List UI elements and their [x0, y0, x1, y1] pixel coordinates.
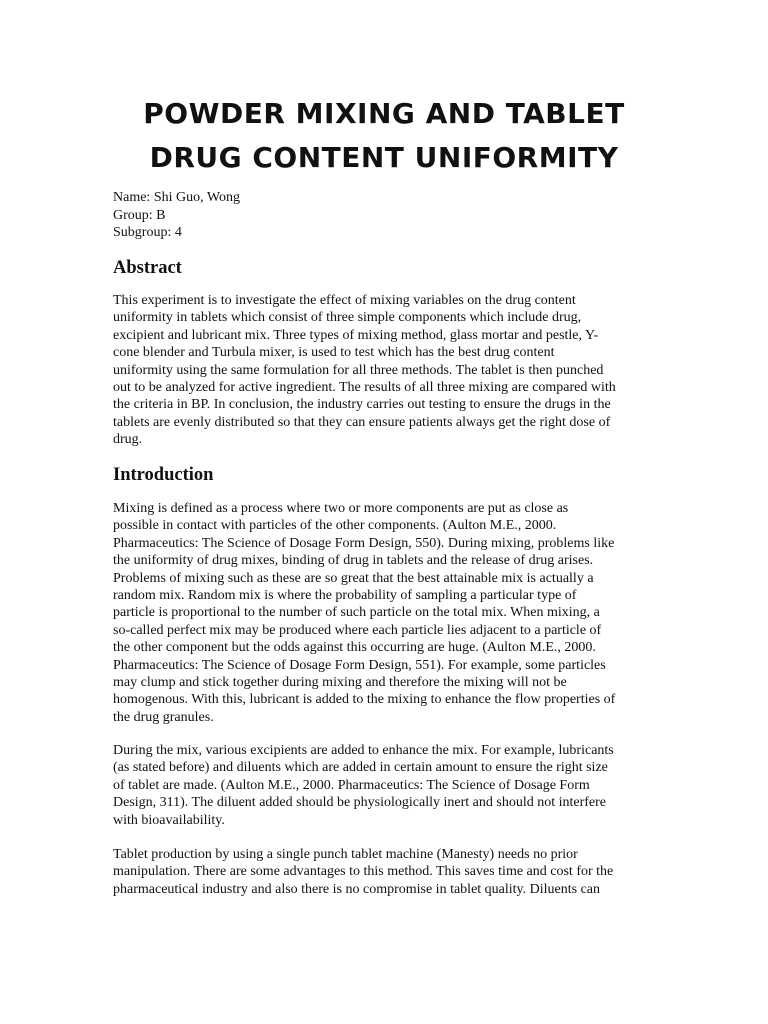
author-name: Name: Shi Guo, Wong [113, 190, 240, 205]
text-line: the other component but the odds against this occurring are huge. (Aulton M.E., 2000. [113, 640, 596, 656]
text-line: uniformity in tablets which consist of three simple components which include drug, [113, 310, 582, 326]
text-line: drug. [113, 432, 143, 448]
text-line: homogenous. With this, lubricant is added to the mixing to enhance the flow properties of [113, 692, 616, 708]
text-line: Mixing is defined as a process where two or more components are put as close as [113, 501, 569, 516]
text-line: out to be analyzed for active ingredient. The results of all three mixing are compared with [113, 380, 616, 396]
document-title [0, 92, 768, 180]
author-info [113, 189, 240, 242]
text-line: uniformity using the same formulation for all three methods. The tablet is then punched [113, 362, 604, 378]
text-line: particle is proportional to the number of such particle on the total mix. When mixing, a [113, 605, 600, 621]
text-line: During the mix, various excipients are added to enhance the mix. For example, lubricants [113, 743, 614, 758]
text-line: excipient and lubricant mix. Three types of mixing method, glass mortar and pestle, Y- [113, 327, 599, 343]
text-line: (as stated before) and diluents which are added in certain amount to ensure the right size [113, 760, 608, 776]
text-line: of tablet are made. (Aulton M.E., 2000. Pharmaceutics: The Science of Dosage Form [113, 777, 590, 793]
text-line: possible in contact with particles of the other components. (Aulton M.E., 2000. [113, 518, 557, 534]
introduction-paragraph-1 [113, 500, 658, 726]
text-line: tablets are evenly distributed so that they can ensure patients always get the right dose of [113, 414, 611, 430]
text-line: cone blender and Turbula mixer, is used to test which has the best drug content [113, 345, 555, 361]
introduction-heading: Introduction [113, 465, 214, 485]
text-line: Tablet production by using a single punch tablet machine (Manesty) needs no prior [113, 847, 578, 862]
text-line: so-called perfect mix may be produced where each particle lies adjacent to a particle of [113, 622, 602, 638]
abstract-paragraph [113, 292, 658, 449]
text-line: random mix. Random mix is where the probability of sampling a particular type of [113, 588, 577, 604]
text-line: with bioavailability. [113, 812, 225, 828]
title-line: POWDER MIXING AND TABLET [143, 97, 625, 130]
text-line: the criteria in BP. In conclusion, the industry carries out testing to ensure the drugs in the [113, 397, 611, 413]
title-line: DRUG CONTENT UNIFORMITY [149, 141, 619, 174]
text-line: Pharmaceutics: The Science of Dosage Form Design, 551). For example, some particles [113, 657, 606, 673]
text-line: Problems of mixing such as these are so great that the best attainable mix is actually a [113, 570, 594, 586]
text-line: manipulation. There are some advantages to this method. This saves time and cost for the [113, 864, 614, 880]
author-subgroup: Subgroup: 4 [113, 225, 182, 240]
text-line: Design, 311). The diluent added should be physiologically inert and should not interfere [113, 795, 607, 811]
introduction-paragraph-2 [113, 742, 658, 829]
text-line: Pharmaceutics: The Science of Dosage Form Design, 550). During mixing, problems like [113, 535, 615, 551]
text-line: the drug granules. [113, 709, 214, 725]
author-group: Group: B [113, 207, 166, 223]
abstract-heading: Abstract [113, 258, 182, 278]
text-line: the uniformity of drug mixes, binding of drug in tablets and the release of drug arises. [113, 553, 594, 569]
text-line: pharmaceutical industry and also there is no compromise in tablet quality. Diluents can [113, 881, 601, 897]
text-line: may clump and stick together during mixing and therefore the mixing will not be [113, 675, 567, 691]
introduction-paragraph-3 [113, 846, 658, 898]
text-line: This experiment is to investigate the effect of mixing variables on the drug content [113, 293, 576, 308]
